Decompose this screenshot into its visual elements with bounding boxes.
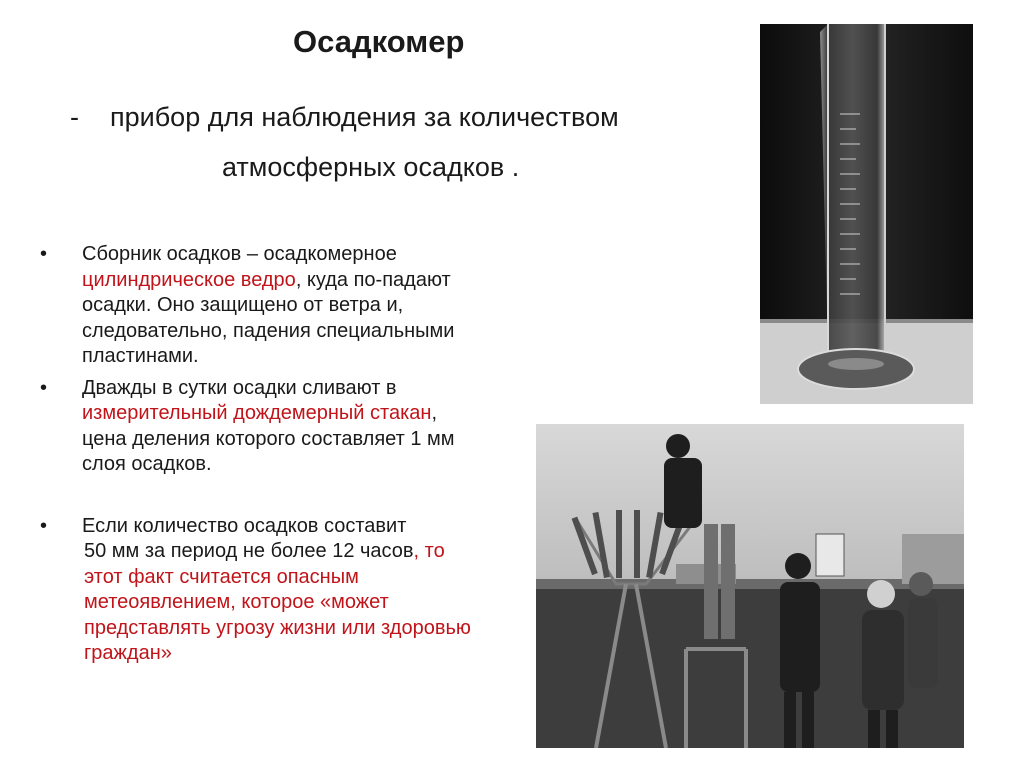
bullet-list	[40, 242, 480, 667]
measuring-cylinder-photo	[760, 24, 973, 404]
subtitle-line-1: прибор для наблюдения за количеством	[110, 102, 619, 132]
bullet-3-text-2: 50 мм за период не более 12 часов	[84, 540, 414, 562]
subtitle-line-2: атмосферных осадков .	[222, 152, 520, 182]
bullet-item-collector	[40, 242, 480, 370]
slide-title: Осадкомер	[293, 24, 465, 59]
bullet-dot: •	[40, 243, 48, 265]
bullet-item-danger	[40, 514, 480, 667]
slide-subtitle	[70, 92, 730, 192]
bullet-dot: •	[40, 514, 48, 537]
bullet-3-highlight: , то этот факт считается опасным метеоявлением, которое «может представлять угрозу жизни или здоровью граждан»	[84, 540, 471, 664]
bullet-3-text-1: Если количество осадков составит	[82, 514, 407, 537]
bullet-1-text-1: Сборник осадков – осадкомерное	[82, 243, 397, 265]
bullet-dot: •	[40, 376, 48, 399]
bullet-item-measuring	[40, 376, 480, 478]
bullet-1-text-2: , куда по-падают осадки. Оно защищено от ветра и, следовательно, падения специальными пластинами.	[82, 268, 455, 367]
bullet-2-text-2: , цена деления которого составляет 1 мм слоя осадков.	[82, 402, 455, 475]
bullet-2-text-1: Дважды в сутки осадки сливают в	[82, 376, 397, 399]
bullet-2-highlight: измерительный дождемерный стакан	[82, 402, 432, 424]
bullet-1-highlight: цилиндрическое ведро	[82, 268, 296, 291]
subtitle-dash: -	[70, 102, 79, 132]
rain-gauge-field-photo	[536, 424, 964, 748]
